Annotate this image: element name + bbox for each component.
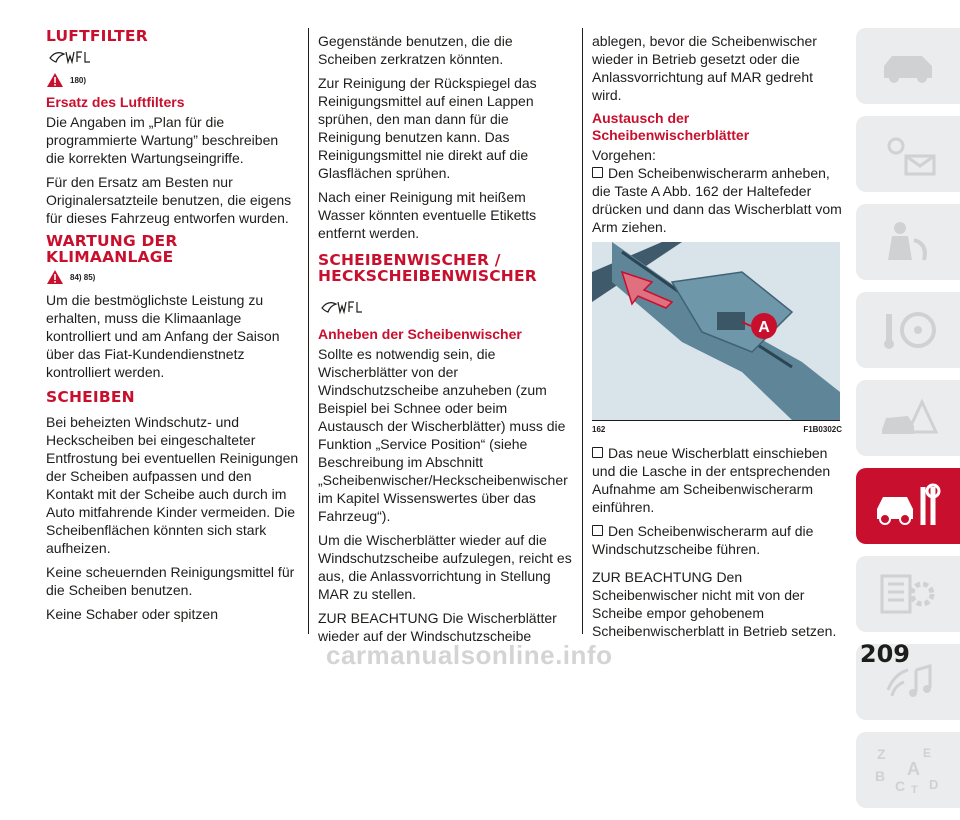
tab-index[interactable] <box>856 732 960 808</box>
tab-dashboard[interactable] <box>856 28 960 104</box>
heading-scheiben: SCHEIBEN <box>46 388 135 406</box>
figure-label: A <box>758 319 770 336</box>
warning-note <box>46 72 300 88</box>
bullet-text: Das neue Wischerblatt einschieben und die Lasche in der entsprechenden Aufnahme am Scheibenwischerarm einführen. <box>592 445 831 515</box>
index-letter: E <box>923 746 932 760</box>
key-steering-icon <box>878 308 938 352</box>
index-letters-icon <box>873 745 943 795</box>
car-dashboard-icon <box>878 46 938 86</box>
eco-leaf-icon <box>46 48 94 66</box>
seat-safety-icon <box>878 220 938 264</box>
subheading-anheben: Anheben der Scheibenwischer <box>318 326 522 342</box>
tab-maintenance[interactable] <box>856 468 960 544</box>
tab-technical-data[interactable] <box>856 556 960 632</box>
heading-luftfilter: LUFTFILTER <box>46 27 148 45</box>
tab-emergency[interactable] <box>856 380 960 456</box>
column-divider <box>582 28 583 634</box>
tab-start-driving[interactable] <box>856 292 960 368</box>
column-divider <box>308 28 309 634</box>
tab-warning-lights[interactable] <box>856 116 960 192</box>
bullet-item <box>592 164 842 236</box>
subheading-ersatz: Ersatz des Luftfilters <box>46 94 185 110</box>
figure-code: F1B0302C <box>803 425 842 434</box>
heading-scheibenwischer: SCHEIBENWISCHER / HECKSCHEIBENWISCHER <box>318 251 537 285</box>
column-2 <box>318 32 574 651</box>
warning-triangle-icon <box>46 269 64 285</box>
bullet-item <box>592 444 842 516</box>
paragraph: Nach einer Reinigung mit heißem Wasser könnten eventuelle Etiketts entfernt werden. <box>318 189 537 241</box>
paragraph: ZUR BEACHTUNG Den Scheibenwischer nicht mit von der Scheibe empor gehobenem Scheibenwischerblatt in Betrieb setzen. <box>592 569 837 639</box>
paragraph: Die Angaben im „Plan für die programmierte Wartung” beschreiben die korrekten Wartungseingriffe. <box>46 114 279 166</box>
index-letter: C <box>895 778 906 794</box>
figure-wiper <box>592 242 840 421</box>
column-3 <box>592 32 842 646</box>
chapter-tabs <box>856 28 960 820</box>
paragraph: Zur Reinigung der Rückspiegel das Reinigungsmittel auf einen Lappen sprühen, den man dann für die Reinigung benutzen kann. Das Reinigungsmittel nie direkt auf die Glasflächen sprühen. <box>318 75 537 181</box>
checkbox-bullet-icon <box>592 525 603 536</box>
paragraph: Keine Schaber oder spitzen <box>46 606 218 622</box>
car-wrench-icon <box>873 483 943 529</box>
figure-caption <box>592 425 842 434</box>
index-letter: T <box>911 784 918 795</box>
bullet-text: Den Scheibenwischerarm auf die Windschutzscheibe führen. <box>592 523 814 557</box>
paragraph: Keine scheuernden Reinigungsmittel für die Scheiben benutzen. <box>46 564 295 598</box>
warning-note <box>46 269 300 285</box>
paragraph: Um die Wischerblätter wieder auf die Windschutzscheibe aufzulegen, reicht es aus, die Anlassvorrichtung in Stellung MAR zu stellen. <box>318 532 572 602</box>
warning-reference: 84) 85) <box>70 272 96 282</box>
wiper-illustration <box>592 242 840 420</box>
index-letter: B <box>875 768 886 784</box>
paragraph: ablegen, bevor die Scheibenwischer wieder in Betrieb gesetzt oder die Anlassvorrichtung auf MAR gedreht wird. <box>592 33 817 103</box>
warning-reference: 180) <box>70 75 87 85</box>
bullet-item <box>592 522 842 558</box>
paragraph: Bei beheizten Windschutz- und Heckscheiben bei eingeschalteter Entfrostung bei eventuellen Reinigungen der Scheiben aufpassen und den Kontakt mit der Scheibe auch durch im Auto mitfahrende Kinder vermeiden. Die Scheibenflächen könnten sich stark aufheizen. <box>46 414 299 556</box>
paragraph: Für den Ersatz am Besten nur Originalersatzteile benutzen, die eigens für dieses Fahrzeug entworfen wurden. <box>46 174 292 226</box>
checkbox-bullet-icon <box>592 167 603 178</box>
checkbox-bullet-icon <box>592 447 603 458</box>
paragraph: Gegenstände benutzen, die die Scheiben zerkratzen könnten. <box>318 33 513 67</box>
heading-wartung: WARTUNG DER KLIMAANLAGE <box>46 232 178 266</box>
index-letter: Z <box>877 746 886 762</box>
watermark: carmanualsonline.info <box>326 640 613 670</box>
paragraph: Vorgehen: <box>592 147 656 163</box>
index-letter: D <box>929 777 939 792</box>
paragraph: Um die bestmöglichste Leistung zu erhalten, muss die Klimaanlage kontrolliert und am Anfang der Saison über das Fiat-Kundendienstnetz kontrolliert werden. <box>46 292 280 380</box>
bullet-text: Den Scheibenwischerarm anheben, die Taste A Abb. 162 der Haltefeder drücken und dann das Wischerblatt vom Arm ziehen. <box>592 165 842 235</box>
page-number: 209 <box>859 640 910 668</box>
column-1 <box>46 28 300 629</box>
paragraph: ZUR BEACHTUNG Die Wischerblätter wieder auf der Windschutzscheibe <box>318 610 557 644</box>
subheading-austausch: Austausch der Scheibenwischerblätter <box>592 110 750 143</box>
paragraph: Sollte es notwendig sein, die Wischerblätter von der Windschutzscheibe anzuheben (zum Beispiel bei Schnee oder beim Austausch der Wischerblätter) muss die Funktion „Service Position“ (siehe Beschreibung im Abschnitt „Scheibenwischer/Heckscheibenwischer im Kapitel Wissenswertes über das Fahrzeug“). <box>318 346 568 524</box>
tab-safety[interactable] <box>856 204 960 280</box>
figure-number: 162 <box>592 425 606 434</box>
eco-leaf-icon <box>318 298 366 316</box>
warning-lights-icon <box>878 132 938 176</box>
specs-gear-icon <box>878 572 938 616</box>
warning-triangle-icon <box>46 72 64 88</box>
breakdown-icon <box>878 396 938 440</box>
index-letter: A <box>907 759 920 779</box>
